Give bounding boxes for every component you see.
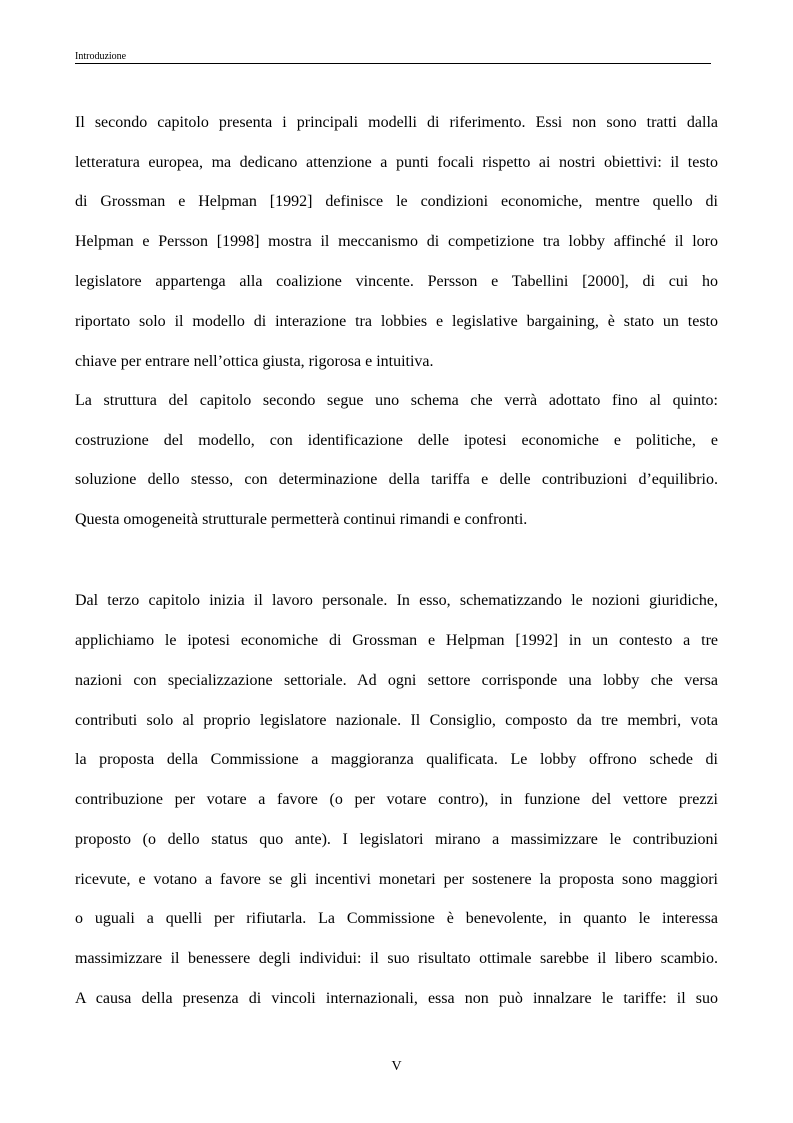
running-header (75, 50, 711, 64)
text-line: massimizzare il benessere degli individui: il suo risultato ottimale sarebbe il libero scambio. (75, 950, 718, 967)
text-line: o uguali a quelli per rifiutarla. La Commissione è benevolente, in quanto le interessa (75, 910, 718, 927)
text-line: nazioni con specializzazione settoriale. Ad ogni settore corrisponde una lobby che versa (75, 672, 718, 689)
text-line: Helpman e Persson [1998] mostra il meccanismo di competizione tra lobby affinché il loro (75, 233, 718, 250)
text-line: soluzione dello stesso, con determinazione della tariffa e delle contribuzioni d’equilibrio. (75, 471, 718, 488)
text-line: letteratura europea, ma dedicano attenzione a punti focali rispetto ai nostri obiettivi: il testo (75, 154, 718, 171)
text-line: legislatore appartenga alla coalizione vincente. Persson e Tabellini [2000], di cui ho (75, 273, 718, 290)
text-line: A causa della presenza di vincoli internazionali, essa non può innalzare le tariffe: il suo (75, 990, 718, 1007)
text-line: ricevute, e votano a favore se gli incentivi monetari per sostenere la proposta sono maggiori (75, 871, 718, 888)
text-line: La struttura del capitolo secondo segue uno schema che verrà adottato fino al quinto: (75, 392, 718, 409)
text-line: costruzione del modello, con identificazione delle ipotesi economiche e politiche, e (75, 432, 718, 449)
text-line: Questa omogeneità strutturale permetterà continui rimandi e confronti. (75, 511, 528, 528)
text-line: Il secondo capitolo presenta i principali modelli di riferimento. Essi non sono tratti dalla (75, 114, 718, 131)
page-number: V (391, 1059, 402, 1074)
text-line: riportato solo il modello di interazione tra lobbies e legislative bargaining, è stato un testo (75, 313, 718, 330)
text-line: applichiamo le ipotesi economiche di Grossman e Helpman [1992] in un contesto a tre (75, 632, 718, 649)
text-line: di Grossman e Helpman [1992] definisce le condizioni economiche, mentre quello di (75, 193, 718, 210)
text-line: contribuzione per votare a favore (o per votare contro), in funzione del vettore prezzi (75, 791, 718, 808)
text-line: chiave per entrare nell’ottica giusta, rigorosa e intuitiva. (75, 353, 434, 370)
text-line: la proposta della Commissione a maggioranza qualificata. Le lobby offrono schede di (75, 751, 718, 768)
header-title: Introduzione (75, 51, 127, 62)
text-line: proposto (o dello status quo ante). I legislatori mirano a massimizzare le contribuzioni (75, 831, 718, 848)
text-line: contributi solo al proprio legislatore nazionale. Il Consiglio, composto da tre membri, vota (75, 712, 718, 729)
text-line: Dal terzo capitolo inizia il lavoro personale. In esso, schematizzando le nozioni giuridiche, (75, 592, 718, 609)
